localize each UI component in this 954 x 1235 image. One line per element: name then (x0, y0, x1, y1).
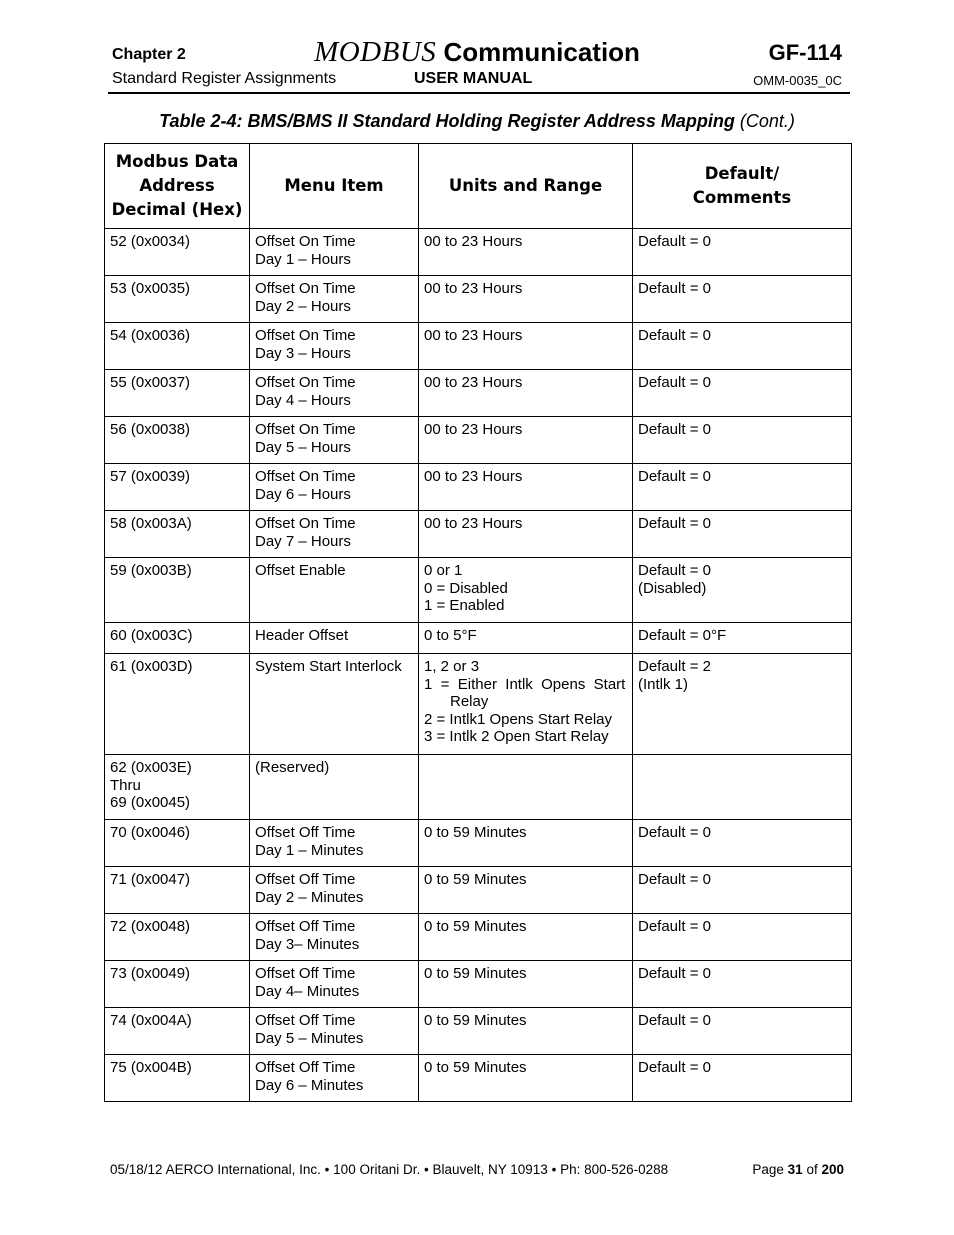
cell-text: Offset On Time (255, 233, 356, 250)
cell-text: 0 to 59 Minutes (424, 1059, 527, 1076)
cell-text: 1, 2 or 3 (424, 658, 480, 675)
cell-text: Day 2 – Hours (255, 297, 351, 315)
cell-text: 00 to 23 Hours (424, 327, 523, 344)
cell-text: (Intlk 1) (638, 675, 689, 693)
cell-text: Thru (110, 776, 141, 794)
cell-text: Default = 0 (638, 871, 711, 888)
cell-text: Day 6 – Hours (255, 485, 351, 503)
cell-text: 0 to 59 Minutes (424, 918, 527, 935)
page-of: of (802, 1162, 822, 1177)
cell-menu (250, 511, 419, 558)
cell-text: 0 to 59 Minutes (424, 965, 527, 982)
cell-text: Offset Off Time (255, 1012, 356, 1029)
cell-default (633, 961, 852, 1008)
cell-text: Day 6 – Minutes (255, 1076, 364, 1094)
cell-range (419, 558, 633, 623)
page-total: 200 (821, 1162, 844, 1177)
page-number: 31 (787, 1162, 803, 1177)
cell-default (633, 867, 852, 914)
cell-text: 58 (0x003A) (110, 515, 192, 532)
cell-text: Default = 0 (638, 233, 711, 250)
cell-text: Offset Off Time (255, 824, 356, 841)
table-row (105, 370, 852, 417)
cell-text: 73 (0x0049) (110, 965, 191, 982)
cell-text: 70 (0x0046) (110, 824, 191, 841)
cell-text: Default = 0 (638, 327, 711, 344)
cell-menu (250, 370, 419, 417)
cell-text: (Reserved) (255, 759, 330, 776)
cell-text: 1 = Enabled (424, 597, 505, 615)
cell-text: Day 3 – Hours (255, 344, 351, 362)
cell-range (419, 654, 633, 755)
cell-text: Day 4 – Hours (255, 391, 351, 409)
cell-menu (250, 961, 419, 1008)
cell-text: Default = 0 (638, 468, 711, 485)
cell-text: Default = 0 (638, 1012, 711, 1029)
cell-text: Offset Off Time (255, 965, 356, 982)
cell-text: Default = 0 (638, 421, 711, 438)
header-default-line: Comments (692, 188, 792, 207)
omm-code: OMM-0035_0C (753, 73, 842, 88)
cell-address (105, 623, 250, 654)
cell-address (105, 417, 250, 464)
cell-range (419, 961, 633, 1008)
caption-cont: (Cont.) (734, 111, 795, 131)
table-row (105, 1055, 852, 1102)
cell-text: 0 or 1 (424, 562, 463, 579)
table-row (105, 914, 852, 961)
cell-text: 00 to 23 Hours (424, 515, 523, 532)
cell-range (419, 820, 633, 867)
manual-label: USER MANUAL (414, 70, 533, 87)
cell-range (419, 417, 633, 464)
header-address-line: Decimal (Hex) (111, 200, 243, 219)
cell-text: 60 (0x003C) (110, 627, 193, 644)
table-row (105, 323, 852, 370)
cell-menu (250, 820, 419, 867)
cell-text: 2 = Intlk1 Opens Start Relay (424, 710, 613, 728)
section-label: Standard Register Assignments (112, 70, 337, 87)
cell-default (633, 417, 852, 464)
title-communication: Communication (436, 37, 640, 67)
table-row (105, 623, 852, 654)
cell-range (419, 464, 633, 511)
cell-address (105, 654, 250, 755)
cell-text: 72 (0x0048) (110, 918, 191, 935)
cell-address (105, 1055, 250, 1102)
cell-text: Default = 0 (638, 918, 711, 935)
cell-text: 61 (0x003D) (110, 658, 193, 675)
cell-default (633, 511, 852, 558)
table-row (105, 464, 852, 511)
cell-text: 75 (0x004B) (110, 1059, 192, 1076)
cell-text: 00 to 23 Hours (424, 233, 523, 250)
cell-text: Offset Off Time (255, 1059, 356, 1076)
page-prefix: Page (752, 1162, 788, 1177)
cell-text: Day 1 – Hours (255, 250, 351, 268)
cell-text: Offset On Time (255, 515, 356, 532)
chapter-label: Chapter 2 (112, 46, 186, 63)
cell-address (105, 276, 250, 323)
cell-default (633, 323, 852, 370)
cell-range (419, 623, 633, 654)
cell-text: 00 to 23 Hours (424, 374, 523, 391)
cell-menu (250, 229, 419, 276)
table-caption (0, 111, 954, 132)
bullet-icon: • (324, 1162, 330, 1177)
header-address-line: Modbus Data (115, 152, 239, 171)
table-row (105, 511, 852, 558)
cell-text: 0 to 59 Minutes (424, 824, 527, 841)
cell-default (633, 370, 852, 417)
cell-address (105, 820, 250, 867)
header-units-range: Units and Range (419, 144, 633, 229)
header-default-line: Default/ (704, 164, 780, 183)
bullet-icon: • (423, 1162, 429, 1177)
cell-menu (250, 755, 419, 820)
cell-text: Day 5 – Hours (255, 438, 351, 456)
cell-text: Header Offset (255, 627, 349, 644)
header-default (633, 144, 852, 229)
footer-date: 05/18/12 (110, 1162, 163, 1177)
footer-page (752, 1162, 844, 1177)
cell-range (419, 1055, 633, 1102)
table-row (105, 820, 852, 867)
cell-address (105, 914, 250, 961)
cell-menu (250, 1055, 419, 1102)
cell-address (105, 323, 250, 370)
cell-text: Offset On Time (255, 327, 356, 344)
cell-text: Day 4– Minutes (255, 982, 360, 1000)
cell-default (633, 820, 852, 867)
cell-address (105, 464, 250, 511)
cell-text: Default = 0 (638, 1059, 711, 1076)
cell-text: Default = 0 (638, 562, 711, 579)
cell-text: 57 (0x0039) (110, 468, 191, 485)
cell-text: Default = 0 (638, 824, 711, 841)
cell-menu (250, 323, 419, 370)
cell-range (419, 755, 633, 820)
doc-number: GF-114 (768, 40, 842, 65)
cell-text: 0 = Disabled (424, 579, 508, 597)
cell-range (419, 276, 633, 323)
cell-text: Offset Enable (255, 562, 346, 579)
footer-phone: Ph: 800-526-0288 (560, 1162, 669, 1177)
cell-text: 3 = Intlk 2 Open Start Relay (424, 728, 609, 746)
header-address (105, 144, 250, 229)
cell-default (633, 654, 852, 755)
cell-range (419, 914, 633, 961)
cell-text: Default = 2 (638, 658, 711, 675)
cell-menu (250, 1008, 419, 1055)
cell-text: 52 (0x0034) (110, 233, 191, 250)
cell-range (419, 511, 633, 558)
cell-text: 56 (0x0038) (110, 421, 191, 438)
cell-text: Relay (450, 693, 489, 711)
cell-text: Offset On Time (255, 421, 356, 438)
cell-text: Default = 0 (638, 965, 711, 982)
cell-range (419, 323, 633, 370)
cell-text: Default = 0 (638, 374, 711, 391)
cell-text: Default = 0 (638, 515, 711, 532)
cell-text: 69 (0x0045) (110, 794, 191, 812)
cell-menu (250, 914, 419, 961)
cell-range (419, 1008, 633, 1055)
cell-text: System Start Interlock (255, 658, 402, 675)
table-row (105, 558, 852, 623)
table-row (105, 417, 852, 464)
cell-address (105, 229, 250, 276)
cell-text: (Disabled) (638, 579, 707, 597)
cell-text: 54 (0x0036) (110, 327, 191, 344)
header-menu-item: Menu Item (250, 144, 419, 229)
cell-default (633, 1008, 852, 1055)
cell-text: 00 to 23 Hours (424, 280, 523, 297)
cell-text: 53 (0x0035) (110, 280, 191, 297)
cell-menu (250, 417, 419, 464)
cell-text: 0 to 59 Minutes (424, 871, 527, 888)
cell-default (633, 276, 852, 323)
cell-text: Offset On Time (255, 280, 356, 297)
footer-info (110, 1162, 668, 1177)
cell-menu (250, 867, 419, 914)
cell-menu (250, 464, 419, 511)
cell-text: Day 7 – Hours (255, 532, 351, 550)
cell-text: 00 to 23 Hours (424, 468, 523, 485)
cell-default (633, 558, 852, 623)
cell-text: Day 1 – Minutes (255, 841, 364, 859)
cell-menu (250, 558, 419, 623)
table-row (105, 1008, 852, 1055)
table-header-row (105, 144, 852, 229)
footer-company: AERCO International, Inc. (165, 1162, 321, 1177)
cell-text: Offset On Time (255, 374, 356, 391)
cell-text: 0 to 59 Minutes (424, 1012, 527, 1029)
cell-address (105, 370, 250, 417)
table-row (105, 654, 852, 755)
table-row (105, 961, 852, 1008)
cell-text: 71 (0x0047) (110, 871, 191, 888)
table-row (105, 276, 852, 323)
cell-text: 74 (0x004A) (110, 1012, 192, 1029)
cell-default (633, 464, 852, 511)
cell-menu (250, 623, 419, 654)
cell-text: 0 to 5°F (424, 627, 477, 644)
title-modbus: MODBUS (314, 36, 437, 68)
cell-text: Day 5 – Minutes (255, 1029, 364, 1047)
cell-menu (250, 276, 419, 323)
cell-default (633, 623, 852, 654)
cell-default (633, 1055, 852, 1102)
footer-address: 100 Oritani Dr. (333, 1162, 421, 1177)
cell-range (419, 370, 633, 417)
caption-main: Table 2-4: BMS/BMS II Standard Holding Register Address Mapping (159, 111, 735, 131)
cell-default (633, 914, 852, 961)
cell-address (105, 867, 250, 914)
cell-text: 1 = Either Intlk Opens Start (424, 675, 626, 693)
cell-text: Day 2 – Minutes (255, 888, 364, 906)
header-rule (108, 92, 850, 94)
cell-range (419, 229, 633, 276)
cell-menu (250, 654, 419, 755)
cell-text: Default = 0 (638, 280, 711, 297)
cell-text: 00 to 23 Hours (424, 421, 523, 438)
cell-range (419, 867, 633, 914)
cell-text: Offset On Time (255, 468, 356, 485)
cell-text: Default = 0°F (638, 627, 727, 644)
cell-address (105, 511, 250, 558)
cell-text: 59 (0x003B) (110, 562, 192, 579)
cell-text: Offset Off Time (255, 871, 356, 888)
cell-text: 55 (0x0037) (110, 374, 191, 391)
register-table (104, 143, 852, 1102)
table-row (105, 229, 852, 276)
cell-default (633, 229, 852, 276)
cell-text: Offset Off Time (255, 918, 356, 935)
cell-default (633, 755, 852, 820)
cell-text: 62 (0x003E) (110, 759, 192, 776)
header-address-line: Address (139, 176, 215, 195)
cell-address (105, 1008, 250, 1055)
cell-address (105, 558, 250, 623)
bullet-icon: • (551, 1162, 557, 1177)
cell-address (105, 961, 250, 1008)
table-row (105, 755, 852, 820)
cell-address (105, 755, 250, 820)
table-row (105, 867, 852, 914)
footer-city: Blauvelt, NY 10913 (432, 1162, 548, 1177)
cell-text: Day 3– Minutes (255, 935, 360, 953)
